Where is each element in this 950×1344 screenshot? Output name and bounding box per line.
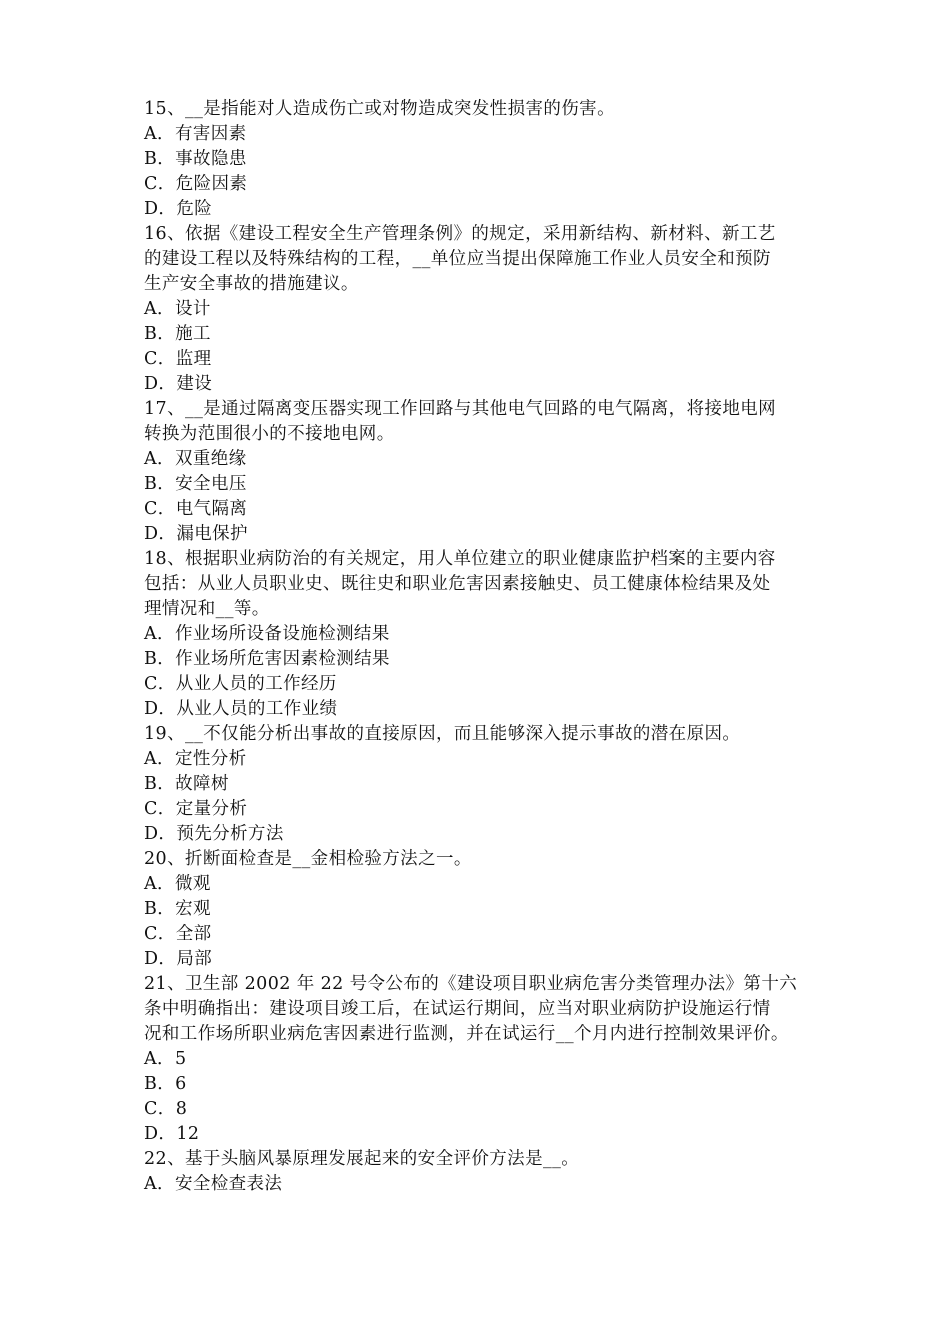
question-20-option-d: D．局部 [144, 949, 213, 969]
question-21-stem-line-2: 条中明确指出：建设项目竣工后，在试运行期间，应当对职业病防护设施运行情 [144, 999, 771, 1019]
question-20-option-b: B．宏观 [144, 899, 211, 919]
question-16-stem-line-2: 的建设工程以及特殊结构的工程，__单位应当提出保障施工作业人员安全和预防 [144, 249, 771, 269]
question-18-stem-line-2: 包括：从业人员职业史、既往史和职业危害因素接触史、员工健康体检结果及处 [144, 574, 771, 594]
question-17-option-a: A．双重绝缘 [144, 449, 247, 469]
question-16-stem-line-1: 16、依据《建设工程安全生产管理条例》的规定，采用新结构、新材料、新工艺 [144, 224, 776, 244]
document-page [144, 97, 824, 1197]
question-19-option-d: D．预先分析方法 [144, 824, 284, 844]
question-19-stem: 19、__不仅能分析出事故的直接原因，而且能够深入提示事故的潜在原因。 [144, 724, 741, 744]
question-22-stem: 22、基于头脑风暴原理发展起来的安全评价方法是__。 [144, 1149, 580, 1169]
question-19-option-c: C．定量分析 [144, 799, 248, 819]
question-18-stem-line-3: 理情况和__等。 [144, 599, 270, 619]
question-18-option-c: C．从业人员的工作经历 [144, 674, 337, 694]
question-21-stem-line-3: 况和工作场所职业病危害因素进行监测，并在试运行__个月内进行控制效果评价。 [144, 1024, 789, 1044]
question-21-stem-line-1: 21、卫生部 2002 年 22 号令公布的《建设项目职业病危害分类管理办法》第十六 [144, 974, 798, 994]
question-20-option-c: C．全部 [144, 924, 212, 944]
question-21-option-c: C．8 [144, 1099, 188, 1119]
question-16-option-d: D．建设 [144, 374, 213, 394]
question-16-option-c: C．监理 [144, 349, 212, 369]
question-20-stem: 20、折断面检查是__金相检验方法之一。 [144, 849, 472, 869]
question-19-option-a: A．定性分析 [144, 749, 247, 769]
question-17-option-b: B．安全电压 [144, 474, 247, 494]
question-17-stem-line-2: 转换为范围很小的不接地电网。 [144, 424, 395, 444]
question-21-option-d: D．12 [144, 1124, 200, 1144]
question-15-stem: 15、__是指能对人造成伤亡或对物造成突发性损害的伤害。 [144, 99, 615, 119]
question-20-option-a: A．微观 [144, 874, 211, 894]
question-17-option-d: D．漏电保护 [144, 524, 248, 544]
question-18-stem-line-1: 18、根据职业病防治的有关规定，用人单位建立的职业健康监护档案的主要内容 [144, 549, 776, 569]
question-18-option-a: A．作业场所设备设施检测结果 [144, 624, 390, 644]
question-15-option-d: D．危险 [144, 199, 213, 219]
question-15-option-c: C．危险因素 [144, 174, 248, 194]
question-18-option-b: B．作业场所危害因素检测结果 [144, 649, 390, 669]
question-16-option-b: B．施工 [144, 324, 211, 344]
question-16-stem-line-3: 生产安全事故的措施建议。 [144, 274, 359, 294]
question-21-option-b: B．6 [144, 1074, 187, 1094]
question-21-option-a: A．5 [144, 1049, 187, 1069]
question-15-option-a: A．有害因素 [144, 124, 247, 144]
question-22-option-a: A．安全检查表法 [144, 1174, 283, 1194]
question-16-option-a: A．设计 [144, 299, 211, 319]
question-17-option-c: C．电气隔离 [144, 499, 248, 519]
question-15-option-b: B．事故隐患 [144, 149, 247, 169]
question-18-option-d: D．从业人员的工作业绩 [144, 699, 338, 719]
question-19-option-b: B．故障树 [144, 774, 229, 794]
question-17-stem-line-1: 17、__是通过隔离变压器实现工作回路与其他电气回路的电气隔离，将接地电网 [144, 399, 777, 419]
